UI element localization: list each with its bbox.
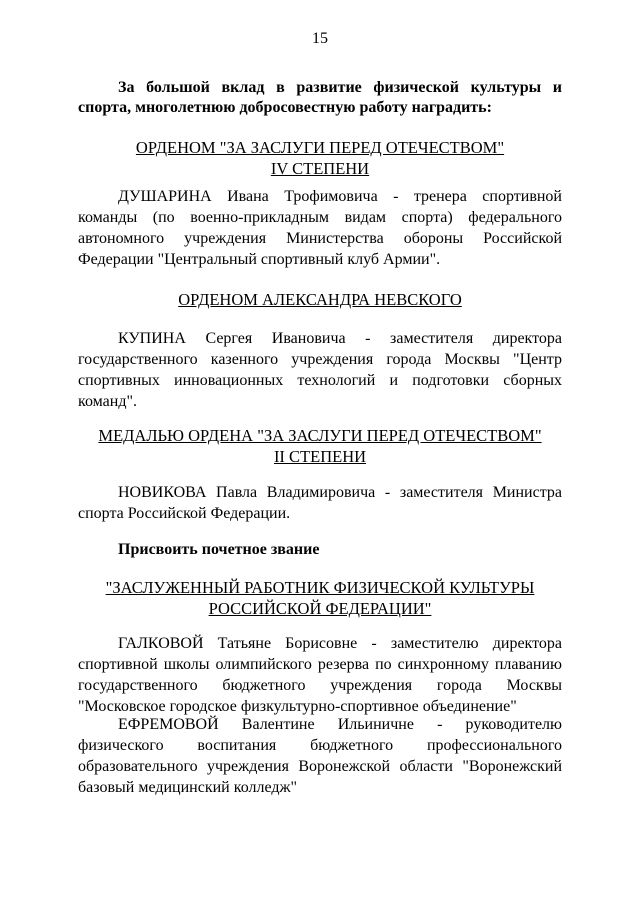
title-recipient-1: ГАЛКОВОЙ Татьяне Борисовне - заместителю директора спортивной школы олимпийского резерва по синхронному плаванию государственного бюджетного учреждения города Москвы "Московское городское физкультурно-спортивное объединение" bbox=[78, 635, 562, 715]
honorary-title-heading-line-1: "ЗАСЛУЖЕННЫЙ РАБОТНИК ФИЗИЧЕСКОЙ КУЛЬТУРЫ bbox=[105, 578, 535, 597]
title-recipient-2: ЕФРЕМОВОЙ Валентине Ильиничне - руководителю физического воспитания бюджетного профессионального образовательного учреждения Воронежской области "Воронежский базовый медицинский колледж" bbox=[78, 716, 562, 796]
honorary-title-heading bbox=[60, 577, 580, 619]
award-heading-1 bbox=[60, 137, 580, 179]
award-heading-3-line-2: II СТЕПЕНИ bbox=[273, 447, 367, 466]
intro-text: За большой вклад в развитие физической культуры и спорта, многолетнюю добросовестную работу наградить: bbox=[78, 79, 562, 116]
honorary-title-heading-line-2: РОССИЙСКОЙ ФЕДЕРАЦИИ" bbox=[208, 599, 432, 618]
award-recipient-1: ДУШАРИНА Ивана Трофимовича - тренера спортивной команды (по военно-прикладным видам спорта) федерального автономного учреждения Министерства обороны Российской Федерации "Центральный спортивный клуб Армии". bbox=[78, 188, 562, 268]
award-recipient-3: НОВИКОВА Павла Владимировича - заместителя Министра спорта Российской Федерации. bbox=[78, 484, 562, 522]
award-heading-1-line-1: ОРДЕНОМ "ЗА ЗАСЛУГИ ПЕРЕД ОТЕЧЕСТВОМ" bbox=[135, 138, 505, 157]
award-heading-3-line-1: МЕДАЛЬЮ ОРДЕНА "ЗА ЗАСЛУГИ ПЕРЕД ОТЕЧЕСТВОМ" bbox=[98, 426, 542, 445]
award-recipient-2: КУПИНА Сергея Ивановича - заместителя директора государственного казенного учреждения города Москвы "Центр спортивных инновационных технологий и подготовки сборных команд". bbox=[78, 330, 562, 410]
award-heading-2 bbox=[60, 289, 580, 310]
award-heading-2-line-1: ОРДЕНОМ АЛЕКСАНДРА НЕВСКОГО bbox=[178, 290, 462, 309]
title-instruction: Присвоить почетное звание bbox=[118, 541, 320, 558]
award-heading-1-line-2: IV СТЕПЕНИ bbox=[270, 159, 370, 178]
award-heading-3 bbox=[60, 425, 580, 467]
page-number: 15 bbox=[312, 30, 328, 47]
